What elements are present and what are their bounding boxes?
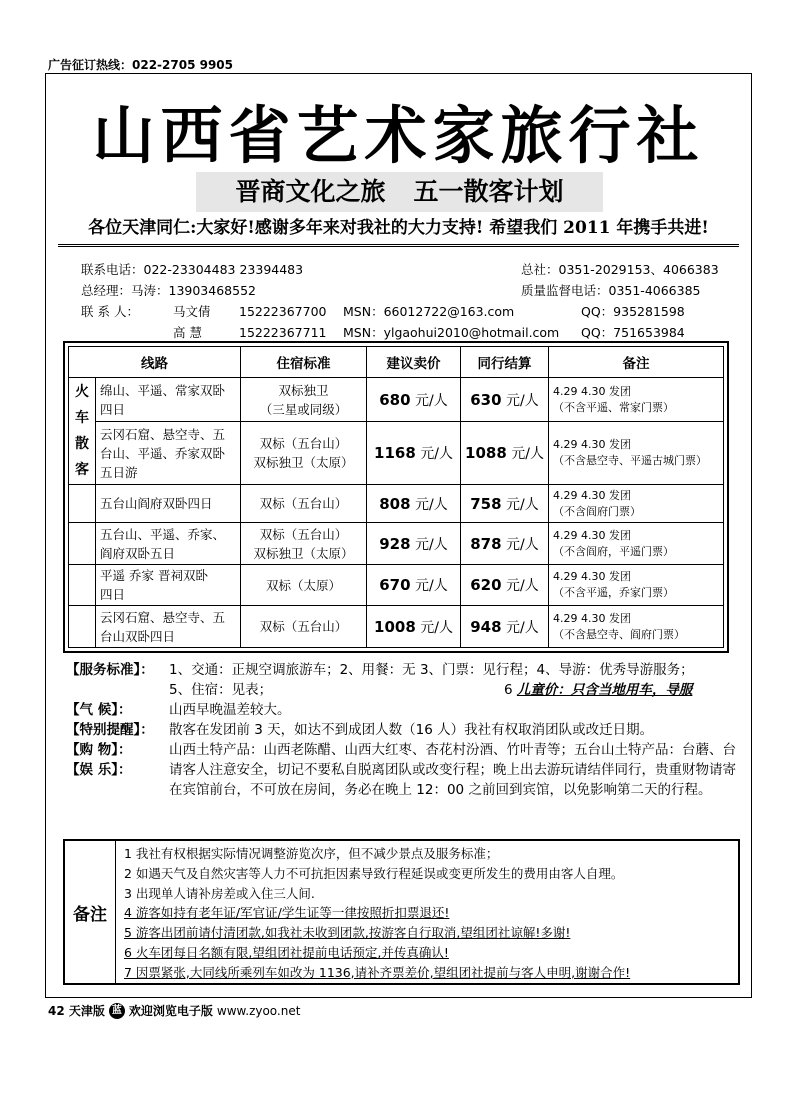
side-char: 散 <box>75 436 89 452</box>
stay-cell <box>241 422 367 485</box>
note-cell <box>549 485 724 523</box>
note-cell-line: （不含悬空寺、阎府门票） <box>553 627 685 641</box>
page-frame <box>45 73 752 998</box>
price-unit: 元/人 <box>415 578 448 594</box>
contact-qq: QQ：751653984 <box>581 325 685 340</box>
settle-value: 1088 <box>465 444 507 463</box>
stay-cell-line: 双标独卫（太原） <box>253 455 354 471</box>
table-row <box>69 485 724 523</box>
price-cell <box>367 485 461 523</box>
price-value: 1168 <box>374 444 416 463</box>
note-cell-line: 4.29 4.30 发团 <box>553 611 631 625</box>
table-row <box>69 523 724 565</box>
side-char: 火 <box>75 384 89 400</box>
side-char: 客 <box>75 462 89 478</box>
route-cell-line: 五日游 <box>100 464 138 480</box>
settle-value: 758 <box>470 494 502 513</box>
contact-msn: MSN：ylgaohui2010@hotmail.com <box>343 325 560 340</box>
side-empty-cell <box>69 485 96 523</box>
train-group-label <box>69 378 96 485</box>
route-cell-line: 四日 <box>100 401 126 417</box>
table-row <box>69 378 724 422</box>
service-line: 5、住宿：见表； <box>169 682 273 698</box>
col-header-stay: 住宿标准 <box>241 347 367 378</box>
climate-text: 山西早晚温差较大。 <box>169 702 291 718</box>
price-unit: 元/人 <box>511 446 544 463</box>
stay-cell-line: 双标（五台山） <box>259 496 348 511</box>
remark-item: 2 如遇天气及自然灾害等人力不可抗拒因素导致行程延误或变更所发生的费用由客人自理。 <box>124 865 624 881</box>
price-unit: 元/人 <box>415 496 448 513</box>
route-cell <box>96 485 241 523</box>
route-cell <box>96 523 241 565</box>
contact-name: 马文倩 <box>173 304 211 319</box>
remark-item: 4 游客如持有老年证/军官证/学生证等一律按照折扣票退还! <box>124 905 450 921</box>
footer-badge-icon: 蓝 <box>109 1003 125 1019</box>
note-cell-line: 4.29 4.30 发团 <box>553 438 631 452</box>
service-line: 1、交通：正规空调旅游车；2、用餐：无 3、门票：见行程；4、导游：优秀导游服务； <box>169 662 694 678</box>
price-cell <box>367 422 461 485</box>
price-unit: 元/人 <box>415 392 448 409</box>
price-cell <box>367 565 461 606</box>
stay-cell <box>241 565 367 606</box>
contact-tel: 15222367700 <box>239 304 327 319</box>
stay-cell <box>241 606 367 648</box>
side-empty-cell <box>69 565 96 606</box>
settle-cell <box>461 378 549 422</box>
route-cell-line: 台山双卧四日 <box>100 628 176 644</box>
route-cell-line: 五台山、平遥、乔家、 <box>100 526 226 542</box>
contact-phone: 联系电话：022-23304483 23394483 <box>81 262 304 277</box>
side-empty-cell <box>69 523 96 565</box>
stay-cell-line: 双标独卫（太原） <box>253 545 354 561</box>
side-char: 车 <box>75 410 89 426</box>
route-cell <box>96 378 241 422</box>
agency-name-title: 山西省艺术家旅行社 <box>92 99 705 172</box>
note-cell-line: （不含悬空寺、平遥古城门票） <box>553 454 707 468</box>
notice-label: 【特别提醒】： <box>66 722 154 738</box>
route-cell-line: 平遥 乔家 晋祠双卧 <box>100 568 208 583</box>
entertainment-label: 【娱 乐】： <box>66 762 132 778</box>
ad-hotline: 广告征订热线：022-2705 9905 <box>48 58 234 72</box>
price-cell <box>367 523 461 565</box>
settle-cell <box>461 565 549 606</box>
note-cell-line: （不含阎府，平遥门票） <box>553 544 674 558</box>
quality-phone: 质量监督电话：0351-4066385 <box>521 283 701 298</box>
col-header-route: 线路 <box>69 347 241 378</box>
subtitle-banner <box>196 172 603 212</box>
footer-page-edition: 42 天津版 <box>48 1004 105 1018</box>
remark-item: 7 因票紧张,大同线所乘列车如改为 1136,请补齐票差价,望组团社提前与客人申明,谢谢合作! <box>124 964 631 980</box>
note-cell <box>549 422 724 485</box>
shopping-label: 【购 物】： <box>66 742 132 758</box>
note-cell <box>549 606 724 648</box>
remarks-label: 备注 <box>65 841 116 983</box>
col-header-note: 备注 <box>549 347 724 378</box>
note-cell-line: （不含平遥，乔家门票） <box>553 586 674 599</box>
manager-contact: 总经理：马涛：13903468552 <box>81 283 256 298</box>
price-unit: 元/人 <box>420 446 453 463</box>
price-unit: 元/人 <box>506 578 539 594</box>
price-unit: 元/人 <box>506 496 539 513</box>
route-cell <box>96 565 241 606</box>
col-header-settle: 同行结算 <box>461 347 549 378</box>
settle-cell <box>461 606 549 648</box>
remark-item: 1 我社有权根据实际情况调整游览次序，但不减少景点及服务标准； <box>124 846 499 861</box>
route-cell-line: 四日 <box>100 587 126 602</box>
notice-text: 散客在发团前 3 天，如达不到成团人数（16 人）我社有权取消团队或改迁日期。 <box>169 722 654 738</box>
remarks-box <box>63 839 740 985</box>
contact-qq: QQ：935281598 <box>581 304 685 319</box>
contact-person-label: 联 系 人： <box>81 304 139 319</box>
route-cell <box>96 422 241 485</box>
settle-cell <box>461 485 549 523</box>
settle-value: 620 <box>470 576 502 594</box>
route-cell-line: 台山、平遥、乔家双卧 <box>100 445 226 461</box>
price-unit: 元/人 <box>506 536 539 553</box>
remark-item: 3 出现单人请补房差或入住三人间. <box>124 885 315 901</box>
note-cell <box>549 565 724 606</box>
contact-msn: MSN：66012722@163.com <box>343 304 515 319</box>
table-row <box>69 422 724 485</box>
price-cell <box>367 378 461 422</box>
settle-value: 630 <box>470 390 502 409</box>
service-child-num: 6 <box>504 682 517 698</box>
greeting-line: 各位天津同仁:大家好!感谢多年来对我社的大力支持! 希望我们 2011 年携手共进! <box>58 212 739 247</box>
remark-item: 6 火车团每日名额有限,望组团社提前电话预定,并传真确认! <box>124 944 449 960</box>
stay-cell-line: 双标（五台山） <box>259 526 348 542</box>
route-cell-line: 绵山、平遥、常家双卧 <box>100 382 226 398</box>
tour-table-frame <box>63 341 729 653</box>
price-unit: 元/人 <box>420 619 453 636</box>
table-row <box>69 565 724 606</box>
side-empty-cell <box>69 606 96 648</box>
stay-cell <box>241 378 367 422</box>
table-header-row <box>69 347 724 378</box>
entertainment-text: 请客人注意安全，切记不要私自脱离团队或改变行程；晚上出去游玩请结伴同行，贵重财物请寄在宾馆前台，不可放在房间，务必在晚上 12：00 之前回到宾馆，以免影响第二天的行程。 <box>169 762 736 798</box>
note-cell-line: （不含平遥、常家门票） <box>553 400 674 414</box>
price-unit: 元/人 <box>415 536 448 553</box>
stay-cell <box>241 485 367 523</box>
stay-cell-line: 双标（五台山） <box>259 436 348 452</box>
note-cell-line: （不含阎府门票） <box>553 504 641 518</box>
note-cell-line: 4.29 4.30 发团 <box>553 570 631 583</box>
table-row <box>69 606 724 648</box>
subtitle-right: 五一散客计划 <box>413 177 564 206</box>
stay-cell-line: （三星或同级） <box>259 401 348 417</box>
route-cell-line: 五台山阎府双卧四日 <box>100 496 213 511</box>
settle-cell <box>461 523 549 565</box>
price-value: 670 <box>379 576 411 594</box>
route-cell-line: 云冈石窟、悬空寺、五 <box>100 609 226 625</box>
stay-cell-line: 双标（太原） <box>265 577 341 593</box>
route-cell-line: 云冈石窟、悬空寺、五 <box>100 426 226 442</box>
page-footer <box>48 1002 300 1019</box>
footer-url: www.zyoo.net <box>216 1003 301 1018</box>
price-value: 808 <box>379 494 411 513</box>
subtitle-left: 晋商文化之旅 <box>235 177 386 206</box>
stay-cell-line: 双标（五台山） <box>259 619 348 634</box>
note-cell <box>549 523 724 565</box>
settle-value: 878 <box>470 534 502 553</box>
info-section <box>66 660 737 800</box>
child-price-note: 儿童价：只含当地用车，导服 <box>516 682 693 698</box>
note-cell-line: 4.29 4.30 发团 <box>553 488 631 502</box>
climate-label: 【气 候】： <box>66 702 132 718</box>
price-value: 680 <box>379 390 411 409</box>
remark-item: 5 游客出团前请付清团款,如我社未收到团款,按游客自行取消,望组团社谅解!多谢! <box>124 925 571 941</box>
shopping-text: 山西土特产品：山西老陈醋、山西大红枣、杏花村汾酒、竹叶青等；五台山土特产品：台蘑、台 <box>169 742 736 758</box>
settle-value: 948 <box>470 617 502 636</box>
note-cell <box>549 378 724 422</box>
price-value: 928 <box>379 534 411 553</box>
footer-welcome: 欢迎浏览电子版 <box>128 1004 213 1018</box>
stay-cell-line: 双标独卫 <box>278 382 329 398</box>
note-cell-line: 4.29 4.30 发团 <box>553 528 631 542</box>
price-cell <box>367 606 461 648</box>
hq-phone: 总社：0351-2029153、4066383 <box>521 262 719 277</box>
price-unit: 元/人 <box>506 619 539 636</box>
note-cell-line: 4.29 4.30 发团 <box>553 384 631 398</box>
service-label: 【服务标准】： <box>66 662 154 678</box>
route-cell <box>96 606 241 648</box>
col-header-price: 建议卖价 <box>367 347 461 378</box>
route-cell-line: 阎府双卧五日 <box>100 545 176 561</box>
contact-name: 高 慧 <box>173 325 202 340</box>
price-unit: 元/人 <box>506 392 539 409</box>
tour-price-table <box>68 346 724 648</box>
stay-cell <box>241 523 367 565</box>
remarks-list <box>124 844 734 983</box>
price-value: 1008 <box>374 617 416 636</box>
settle-cell <box>461 422 549 485</box>
contact-block <box>81 259 727 343</box>
contact-tel: 15222367711 <box>239 325 327 340</box>
